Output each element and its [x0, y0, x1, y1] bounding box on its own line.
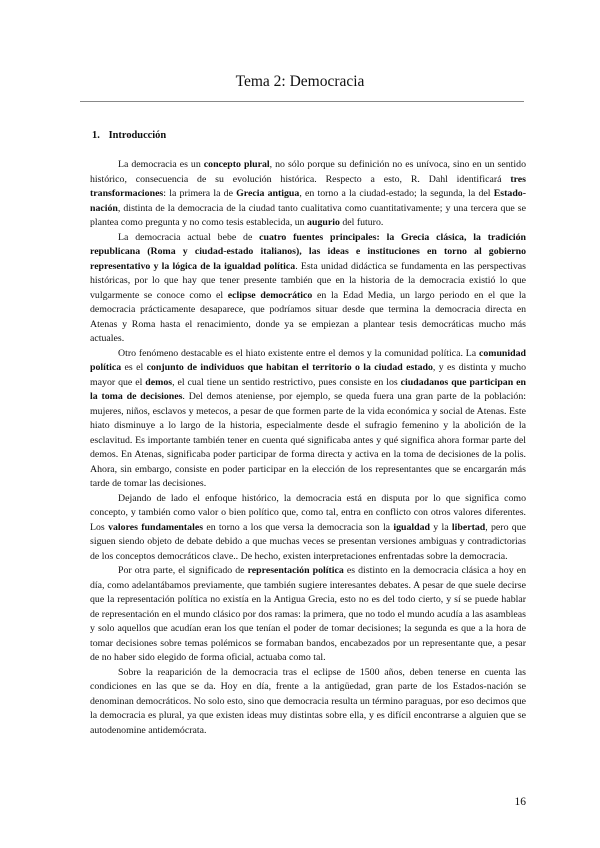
bold-text: valores fundamentales — [108, 521, 204, 533]
section-title: Introducción — [108, 130, 167, 141]
text-run: . Esta unidad didáctica se fundamenta en las perspectivas históricas, por lo que hay que tener presente también que en la historia de la democracia existió lo que vulgarmente se conoce como el — [90, 260, 526, 301]
paragraph — [90, 158, 526, 231]
text-run: del futuro. — [339, 217, 384, 228]
bold-text: demos — [145, 376, 173, 388]
paragraph — [90, 347, 526, 492]
text-run: , y es distinta y mucho mayor que el — [90, 362, 527, 388]
text-run: : la primera la de — [163, 188, 237, 199]
text-run: , el cual tiene un sentido restrictivo, pues consiste en los — [172, 376, 401, 388]
paragraph — [90, 492, 526, 565]
text-run: , no sólo porque su definición no es unívoca, sino en un sentido histórico, consecuencia de su evolución histórica. Respecto a esto, R. Dahl identificará — [90, 159, 526, 185]
bold-text: libertad — [451, 521, 486, 533]
text-run: Sobre la reaparición de la democracia tras el eclipse de 1500 años, deben tenerse en cuenta las condiciones en las que se da. Hoy en día, frente a la antigüedad, gran parte de los Estados-nación se denominan democráticos. No solo esto, sino que democracia resulta un término paraguas, por eso decimos que la democracia es plural, ya que existen ideas muy distintas sobre ella, y es difícil encontrarse a alguien que se autodenomine antidemócrata. — [90, 666, 526, 736]
document-body — [90, 158, 526, 738]
section-heading — [92, 130, 166, 141]
text-run: , distinta de la democracia de la ciudad tanto cualitativa como cuantitativamente; y una tercera que se plantea como pregunta y no como tesis establecida, un — [90, 202, 526, 228]
bold-text: conjunto de individuos que habitan el territorio o la ciudad estado — [146, 362, 433, 373]
bold-text: ciudadanos que participan en la toma de decisiones — [90, 376, 526, 402]
text-run: La democracia actual bebe de — [118, 231, 260, 243]
bold-text: concepto plural — [203, 159, 270, 170]
bold-text: representación política — [247, 565, 344, 576]
text-run: es el — [121, 362, 147, 373]
text-run: Otro fenómeno destacable es el hiato existente entre el demos y la comunidad política. La — [118, 347, 479, 359]
paragraph — [90, 666, 526, 739]
bold-text: tres transformaciones — [90, 173, 526, 199]
text-run: es distinto en la democracia clásica a hoy en día, como adelantábamos previamente, que también sugiere interesantes debates. A pesar de que suele decirse que la representación política no existía en la Antigua Grecia, esto no es del todo cierto, y sí se puede hablar de representación en el mundo clásico por dos ramas: la primera, que no todo el mundo acudía a las asambleas y solo aquellos que acudían eran los que tenían el poder de tomar decisiones; la segunda es que a la hora de tomar decisiones sobre temas polémicos se formaban bandos, encabezados por un representante que, a pesar de no haber sido elegido de forma oficial, actuaba como tal. — [90, 565, 526, 663]
bold-text: igualdad — [393, 521, 431, 533]
bold-text: comunidad política — [90, 347, 526, 373]
page-number: 16 — [514, 796, 526, 808]
page-title: Tema 2: Democracia — [235, 73, 365, 90]
text-run: , pero que siguen siendo objeto de debate debido a que muchas veces se presentan versiones ambiguas y contradictorias de los conceptos democráticos clave.. De hecho, existen interpretaciones enfrentadas sobre la democracia. — [90, 521, 526, 562]
text-run: . Del demos ateniense, por ejemplo, se queda fuera una gran parte de la población: mujeres, niños, esclavos y metecos, a pesar de que formen parte de la vida económica y social de Atenas. Este hiato disminuye a lo largo de la historia, especialmente desde el sufragio femenino y la abolición de la esclavitud. Es importante también tener en cuenta qué significaba antes y qué significa ahora formar parte del demos. En Atenas, significaba poder participar de forma directa y activa en la toma de decisiones de la polis. Ahora, sin embargo, consiste en poder participar en la elección de los representantes que se encargarán más tarde de tomar las decisiones. — [90, 391, 526, 489]
bold-text: cuatro fuentes principales: la Grecia clásica, la tradición republicana (Roma y ciudad-estado italianos), las ideas e instituciones en torno al gobierno representativo y la lógica de la igualdad política — [90, 231, 526, 272]
bold-text: eclipse democrático — [227, 289, 313, 301]
paragraph — [90, 564, 526, 666]
bold-text: augurio — [307, 217, 340, 228]
title-divider — [80, 101, 524, 102]
text-run: La democracia es un — [118, 159, 204, 170]
paragraph — [90, 231, 526, 347]
bold-text: Estado-nación — [90, 188, 526, 214]
text-run: y la — [430, 521, 452, 533]
text-run: , en torno a la ciudad-estado; la segunda, la del — [299, 188, 494, 199]
section-number: 1. — [92, 130, 100, 141]
text-run: Por otra parte, el significado de — [118, 565, 248, 576]
bold-text: Grecia antigua — [236, 188, 300, 199]
text-run: en torno a los que versa la democracia son la — [203, 521, 394, 533]
text-run: Dejando de lado el enfoque histórico, la democracia está en disputa por lo que significa como concepto, y también como valor o bien político que, como tal, entra en conflicto con otros valores diferentes. Los — [90, 492, 526, 533]
text-run: en la Edad Media, un largo periodo en el que la democracia prácticamente desaparece, que podríamos situar desde que termina la democracia directa en Atenas y Roma hasta el renacimiento, donde ya se empiezan a plantear tesis democráticas mucho más actuales. — [90, 289, 526, 344]
